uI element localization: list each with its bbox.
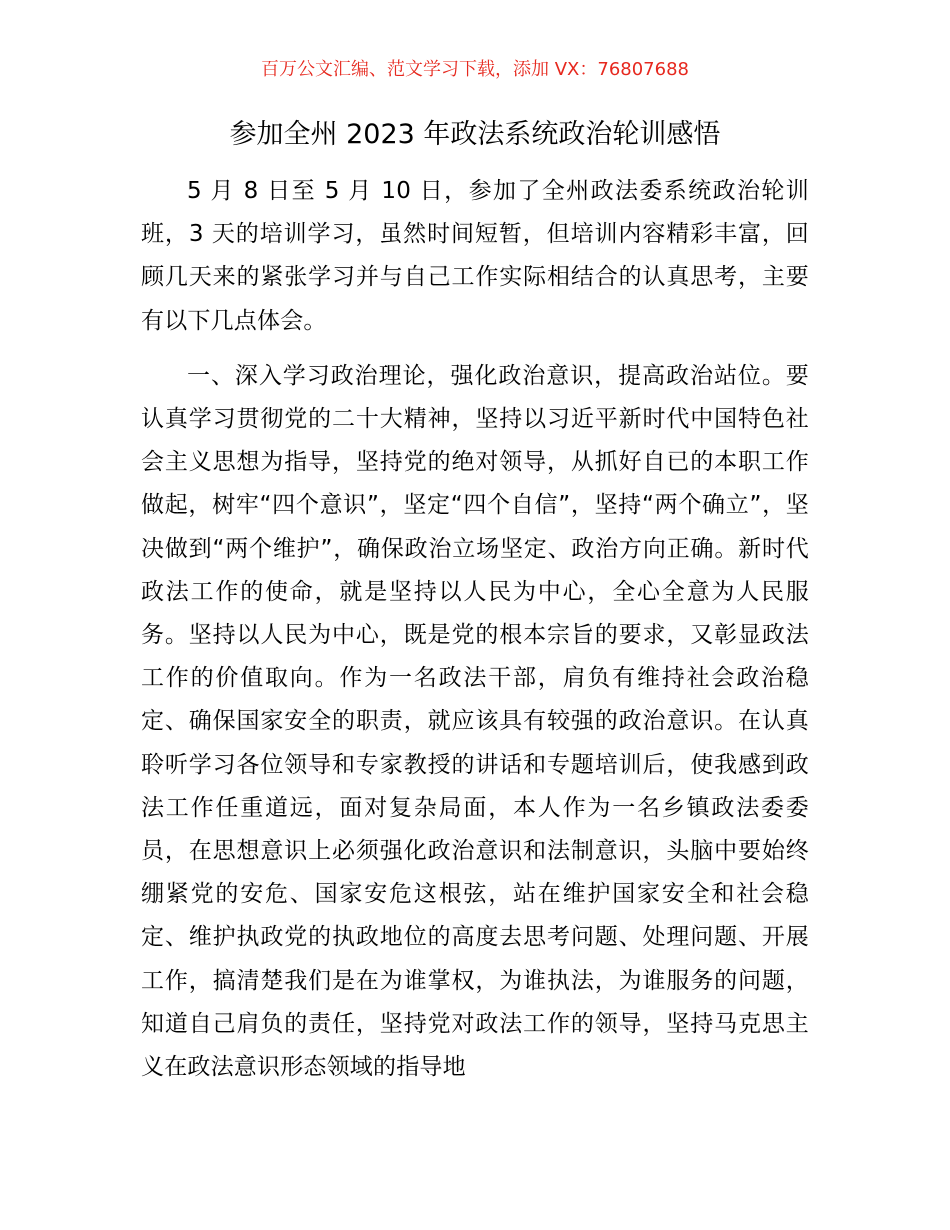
paragraph-point-one: 一、深入学习政治理论，强化政治意识，提高政治站位。要认真学习贯彻党的二十大精神，坚持以习近平新时代中国特色社会主义思想为指导，坚持党的绝对领导，从抓好自已的本职工作做起，树牢“四个意识”，坚定“四个自信”，坚持“两个确立”，坚决做到“两个维护”，确保政治立场坚定、政治方向正确。新时代政法工作的使命，就是坚持以人民为中心，全心全意为人民服务。坚持以人民为中心，既是党的根本宗旨的要求，又彰显政法工作的价值取向。作为一名政法干部，肩负有维持社会政治稳定、确保国家安全的职责，就应该具有较强的政治意识。在认真聆听学习各位领导和专家教授的讲话和专题培训后，使我感到政法工作任重道远，面对复杂局面，本人作为一名乡镇政法委委员，在思想意识上必须强化政治意识和法制意识，头脑中要始终绷紧党的安危、国家安危这根弦，站在维护国家安全和社会稳定、维护执政党的执政地位的高度去思考问题、处理问题、开展工作，搞清楚我们是在为谁掌权，为谁执法，为谁服务的问题，知道自己肩负的责任，坚持党对政法工作的领导，坚持马克思主义在政法意识形态领域的指导地 bbox=[141, 362, 809, 1081]
document-title: 参加全州 2023 年政法系统政治轮训感悟 bbox=[229, 119, 721, 150]
header-promo-note: 百万公文汇编、范文学习下载，添加 VX：76807688 bbox=[261, 59, 689, 80]
paragraph-intro: 5 月 8 日至 5 月 10 日，参加了全州政法委系统政治轮训班，3 天的培训学习，虽然时间短暂，但培训内容精彩丰富，回顾几天来的紧张学习并与自己工作实际相结合的认真思考，主要有以下几点体会。 bbox=[141, 178, 809, 334]
document-body bbox=[141, 170, 809, 1101]
